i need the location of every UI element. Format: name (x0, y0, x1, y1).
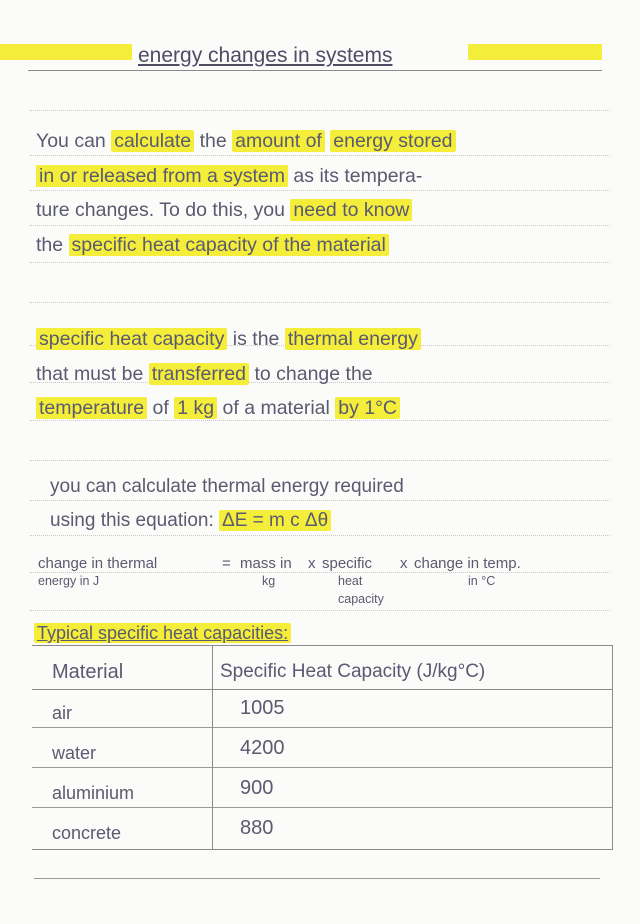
paragraph-line (36, 193, 456, 228)
highlighted-segment: calculate (111, 130, 194, 152)
highlighted-segment: thermal energy (285, 328, 421, 350)
word-eq-mass: mass in (240, 555, 292, 572)
table-cell-value: 880 (240, 817, 274, 839)
ruled-line (30, 610, 610, 611)
paragraph-line (36, 357, 421, 392)
ruled-line (30, 302, 610, 303)
word-eq-temp-change: change in temp. (414, 555, 521, 572)
text-segment: the (194, 130, 233, 152)
table-row-border (32, 807, 612, 808)
table-heading (34, 623, 291, 644)
word-eq-times-1: x (308, 555, 316, 572)
table-header-border (32, 689, 612, 690)
table-cell-value: 900 (240, 777, 274, 799)
word-eq-heat: heat (338, 574, 363, 588)
paragraph-line (36, 322, 421, 357)
title-rule (28, 70, 602, 71)
bottom-rule (34, 878, 600, 879)
equation-intro-line2 (50, 510, 331, 532)
table-header-material: Material (52, 661, 124, 683)
table-cell-material: air (52, 703, 73, 723)
table-cell-material: aluminium (52, 783, 135, 803)
highlighted-segment: in or released from a system (36, 165, 288, 187)
paragraph-line (36, 391, 421, 426)
word-eq-capacity: capacity (338, 592, 384, 606)
text-segment: ture changes. To do this, you (36, 199, 291, 221)
table-cell-material: water (52, 743, 97, 763)
highlighted-segment: specific heat capacity of the material (69, 234, 389, 256)
paragraph-line (36, 228, 456, 263)
title-highlight-right (468, 44, 602, 60)
highlighted-segment: 1 kg (174, 397, 217, 419)
equation-intro-text: using this equation: (50, 510, 220, 531)
paragraph-energy-stored (36, 124, 456, 262)
table-row-border (32, 727, 612, 728)
highlighted-segment: energy stored (330, 130, 455, 152)
highlighted-segment: temperature (36, 397, 147, 419)
paragraph-line (36, 159, 456, 194)
table-cell-value: 1005 (240, 697, 285, 719)
word-eq-equals: = (222, 555, 231, 572)
text-segment: of a material (217, 397, 336, 419)
text-segment: to change the (249, 362, 373, 385)
highlighted-segment: specific heat capacity (36, 328, 227, 350)
text-segment: is the (227, 328, 285, 350)
word-eq-specific: specific (322, 555, 373, 572)
table-header-shc: Specific Heat Capacity (J/kg°C) (220, 661, 486, 682)
word-eq-thermal-unit: energy in J (38, 574, 100, 588)
word-eq-times-2: x (400, 555, 408, 572)
highlighted-segment: amount of (232, 130, 325, 152)
equation-formula: ΔE = m c Δθ (219, 510, 331, 531)
ruled-line (30, 460, 610, 461)
ruled-line (30, 535, 610, 536)
highlighted-segment: by 1°C (335, 397, 400, 419)
highlighted-segment: transferred (149, 363, 249, 385)
word-eq-thermal-change: change in thermal (38, 555, 158, 572)
paragraph-line (36, 124, 456, 159)
word-eq-mass-unit: kg (262, 574, 276, 588)
table-cell-value: 4200 (240, 737, 285, 759)
table-heading-text: Typical specific heat capacities: (34, 623, 291, 643)
text-segment: of (147, 397, 175, 419)
equation-intro-line1: you can calculate thermal energy required (50, 476, 404, 497)
highlighted-segment: need to know (290, 199, 412, 221)
table-cell-material: concrete (52, 823, 122, 843)
ruled-line (30, 500, 610, 501)
page-title: energy changes in systems (138, 44, 393, 67)
title-highlight-left (0, 44, 132, 60)
text-segment: You can (36, 130, 112, 152)
text-segment: that must be (36, 362, 149, 385)
table-column-divider (212, 645, 213, 849)
heat-capacity-table (32, 645, 613, 850)
text-segment: the (36, 233, 69, 256)
word-eq-temp-unit: in °C (468, 574, 496, 588)
paragraph-definition (36, 322, 421, 426)
table-top-border (32, 645, 612, 646)
ruled-line (30, 572, 610, 573)
ruled-line (30, 262, 610, 263)
text-segment: as its tempera- (288, 164, 423, 187)
table-row-border (32, 767, 612, 768)
ruled-line (30, 110, 610, 111)
